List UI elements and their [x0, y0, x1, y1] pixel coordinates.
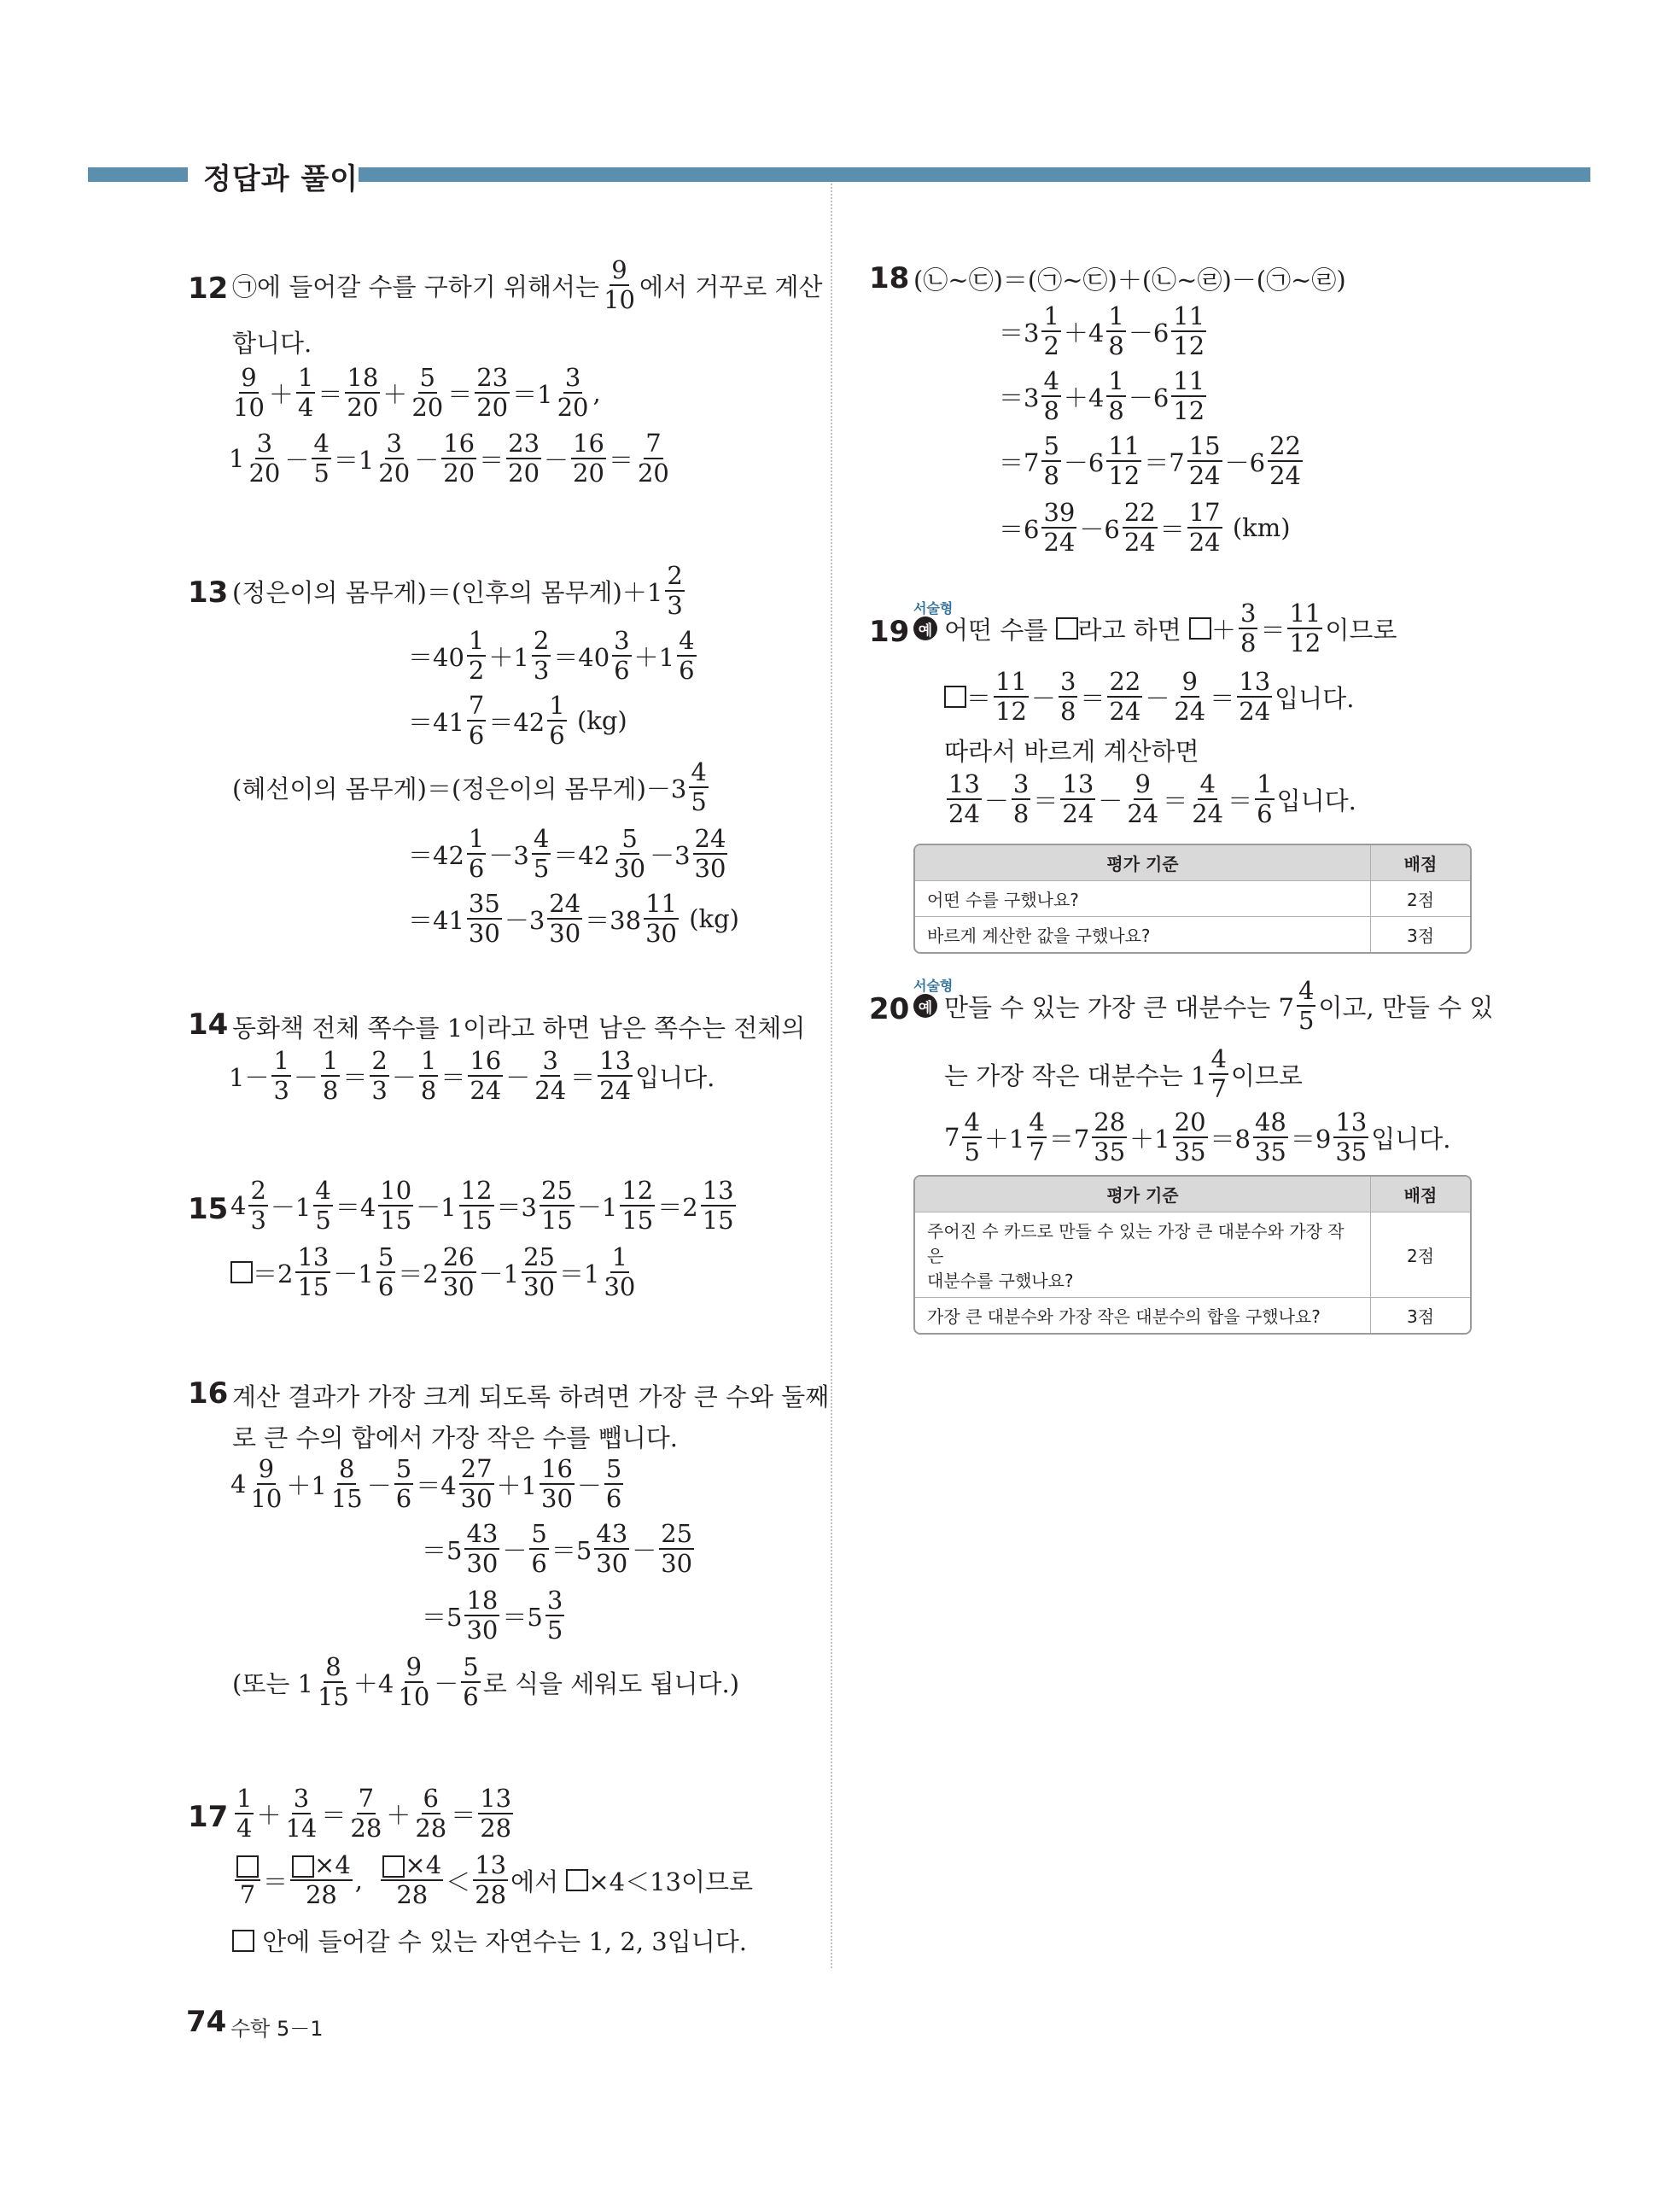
q16-line1: 계산 결과가 가장 크게 되도록 하려면 가장 큰 수와 둘째	[232, 1382, 830, 1411]
q12-line1: ㉠에 들어갈 수를 구하기 위해서는 $\frac{9}{10}$ 에서 거꾸로 계산	[232, 255, 823, 314]
q18-line4: ＝7 $\frac{5}{8}$ －6 $\frac{11}{12}$ ＝7 $\frac{15}{24}$ －6 $\frac{22}{24}$	[999, 431, 1301, 490]
q19-line1: 예 어떤 수를 라고 하면 ＋ $\frac{3}{8}$ ＝ $\frac{11}{12}$ 이므로	[913, 601, 1397, 656]
q13-line3: ＝41 $\frac{7}{6}$ ＝42 $\frac{1}{6}$ (kg)	[408, 691, 627, 750]
footer-subject: 수학 5－1	[230, 2017, 324, 2041]
table-row: 어떤 수를 구했나요? 2점	[915, 880, 1470, 916]
q16-eq1: 4 $\frac{9}{10}$ ＋1 $\frac{8}{15}$ － $\frac{5}{6}$ ＝4 $\frac{27}{30}$ ＋1 $\frac{16}{30}$ － $\frac{5}{6}$	[230, 1454, 622, 1513]
q15-eq2: ＝2 $\frac{13}{15}$ －1 $\frac{5}{6}$ ＝2 $\frac{26}{30}$ －1 $\frac{25}{30}$ ＝1 $\frac{1}{30}$	[230, 1245, 639, 1300]
q13-line5: ＝42 $\frac{1}{6}$ －3 $\frac{4}{5}$ ＝42 $\frac{5}{30}$ －3 $\frac{24}{30}$	[408, 824, 726, 883]
question-number: 12	[188, 272, 229, 306]
rubric-table: 평가 기준 배점 어떤 수를 구했나요? 2점 바르게 계산한 값을 구했나요? 3점	[913, 844, 1472, 954]
q19-line3: 따라서 바르게 계산하면	[944, 737, 1199, 766]
q13-line4: (혜선이의 몸무게)＝(정은이의 몸무게)－3 $\frac{4}{5}$	[232, 757, 707, 816]
essay-tag: 서술형	[913, 978, 954, 994]
question-number: 13	[188, 576, 229, 610]
q20-line2: 는 가장 작은 대분수는 1 $\frac{4}{7}$ 이므로	[944, 1044, 1303, 1103]
q14-eq: 1－ $\frac{1}{3}$ － $\frac{1}{8}$ ＝ $\frac{2}{3}$ － $\frac{1}{8}$ ＝ $\frac{16}{24}$ － $\frac{3}{24}$ ＝ $\frac{13}{24}$ 입니다.	[229, 1046, 715, 1105]
table-row: 주어진 수 카드로 만들 수 있는 가장 큰 대분수와 가장 작은 대분수를 구했나요? 2점	[915, 1212, 1470, 1297]
question-number: 20	[869, 992, 910, 1026]
q15-eq1: 4 $\frac{2}{3}$ －1 $\frac{4}{5}$ ＝4 $\frac{10}{15}$ －1 $\frac{12}{15}$ ＝3 $\frac{25}{15}$ －1 $\frac{12}{15}$ ＝2 $\frac{13}{15}$	[230, 1176, 734, 1235]
q18-line3: ＝3 $\frac{4}{8}$ ＋4 $\frac{1}{8}$ －6 $\frac{11}{12}$	[999, 366, 1205, 425]
table-row: 바르게 계산한 값을 구했나요? 3점	[915, 916, 1470, 952]
q18-line2: ＝3 $\frac{1}{2}$ ＋4 $\frac{1}{8}$ －6 $\frac{11}{12}$	[999, 301, 1205, 360]
page-number: 74	[186, 2005, 227, 2039]
q12-eq2: 1 $\frac{3}{20}$ － $\frac{4}{5}$ ＝1 $\frac{3}{20}$ － $\frac{16}{20}$ ＝ $\frac{23}{20}$ － $\frac{16}{20}$ ＝ $\frac{7}{20}$	[229, 429, 669, 488]
rubric-table: 평가 기준 배점 주어진 수 카드로 만들 수 있는 가장 큰 대분수와 가장 작은 대분수를 구했나요? 2점 가장 큰 대분수와 가장 작은 대분수의 합을 구했나요? 3점	[913, 1175, 1472, 1335]
header-bar-left	[88, 167, 188, 182]
table-row: 가장 큰 대분수와 가장 작은 대분수의 합을 구했나요? 3점	[915, 1297, 1470, 1333]
q12-line2: 합니다.	[232, 329, 312, 358]
q19-line2: ＝ $\frac{11}{12}$ － $\frac{3}{8}$ ＝ $\frac{22}{24}$ － $\frac{9}{24}$ ＝ $\frac{13}{24}$ 입니다.	[944, 669, 1354, 724]
question-number: 14	[188, 1008, 229, 1042]
essay-tag: 서술형	[913, 600, 954, 616]
question-number: 15	[188, 1192, 229, 1226]
q19-line4: $\frac{13}{24}$ － $\frac{3}{8}$ ＝ $\frac{13}{24}$ － $\frac{9}{24}$ ＝ $\frac{4}{24}$ ＝ $\frac{1}{6}$ 입니다.	[948, 769, 1356, 828]
question-number: 18	[869, 261, 910, 295]
q20-line3: 7 $\frac{4}{5}$ ＋1 $\frac{4}{7}$ ＝7 $\frac{28}{35}$ ＋1 $\frac{20}{35}$ ＝8 $\frac{48}{35}$ ＝9 $\frac{13}{35}$ 입니다.	[944, 1107, 1451, 1166]
q16-note: (또는 1 $\frac{8}{15}$ ＋4 $\frac{9}{10}$ － $\frac{5}{6}$ 로 식을 세워도 됩니다.)	[232, 1652, 740, 1711]
question-number: 19	[869, 615, 910, 649]
q16-line2: 로 큰 수의 합에서 가장 작은 수를 뺍니다.	[232, 1423, 678, 1452]
q13-line6: ＝41 $\frac{35}{30}$ －3 $\frac{24}{30}$ ＝38 $\frac{11}{30}$ (kg)	[408, 889, 739, 948]
header-bar-right	[359, 167, 1590, 182]
column-divider	[831, 184, 832, 1968]
q14-line1: 동화책 전체 쪽수를 1이라고 하면 남은 쪽수는 전체의	[232, 1014, 806, 1043]
page-title: 정답과 풀이	[203, 162, 359, 196]
q17-line3: 안에 들어갈 수 있는 자연수는 1, 2, 3입니다.	[232, 1923, 747, 1958]
q16-eq3: ＝5 $\frac{18}{30}$ ＝5 $\frac{3}{5}$	[422, 1586, 563, 1645]
blank-box	[230, 1261, 253, 1283]
question-number: 16	[188, 1376, 229, 1411]
q17-eq2: 7 ＝ $\frac{\times 4}{28}$ , $\frac{\times 4}{28}$ ＜ $\frac{13}{28}$ 에서 ×4＜13이므로	[232, 1853, 753, 1908]
q17-eq1: $\frac{1}{4}$ ＋ $\frac{3}{14}$ ＝ $\frac{7}{28}$ ＋ $\frac{6}{28}$ ＝ $\frac{13}{28}$	[236, 1784, 512, 1843]
q20-line1: 예 만들 수 있는 가장 큰 대분수는 7 $\frac{4}{5}$ 이고, 만들 수 있	[913, 979, 1493, 1033]
q18-line5: ＝6 $\frac{39}{24}$ －6 $\frac{22}{24}$ ＝ $\frac{17}{24}$ (km)	[999, 498, 1291, 557]
q18-line1: (㉡~㉢)＝(㉠~㉢)＋(㉡~㉣)－(㉠~㉣)	[913, 266, 1346, 295]
q13-line1: (정은이의 몸무게)＝(인후의 몸무게)＋1 $\frac{2}{3}$	[232, 561, 683, 620]
q16-eq2: ＝5 $\frac{43}{30}$ － $\frac{5}{6}$ ＝5 $\frac{43}{30}$ － $\frac{25}{30}$	[422, 1519, 693, 1578]
q13-line2: ＝40 $\frac{1}{2}$ ＋1 $\frac{2}{3}$ ＝40 $\frac{3}{6}$ ＋1 $\frac{4}{6}$	[408, 626, 695, 685]
question-number: 17	[188, 1800, 229, 1834]
q12-eq1: $\frac{9}{10}$ ＋ $\frac{1}{4}$ ＝ $\frac{18}{20}$ ＋ $\frac{5}{20}$ ＝ $\frac{23}{20}$ ＝1 $\frac{3}{20}$ ,	[233, 363, 601, 422]
